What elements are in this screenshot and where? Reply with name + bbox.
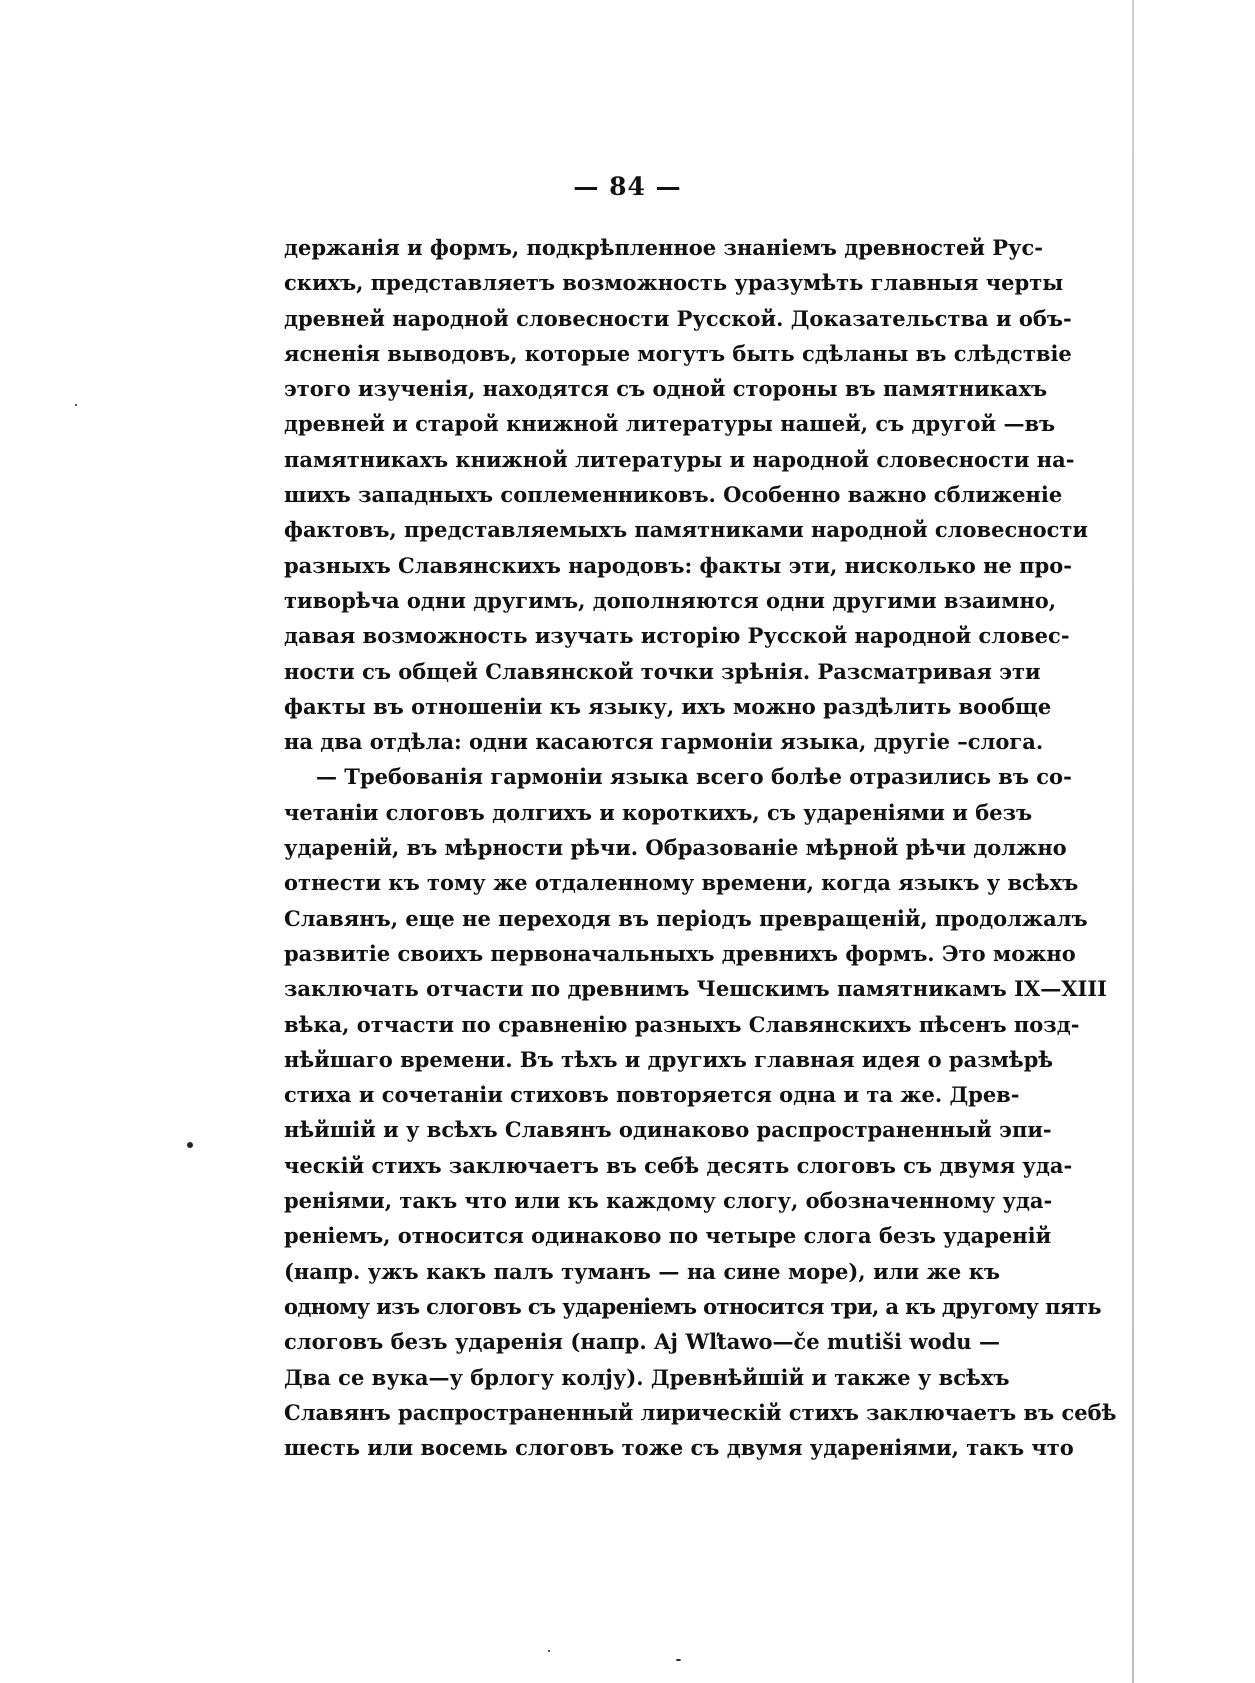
text-line: разныхъ Славянскихъ народовъ: факты эти, нисколько не про- [284,552,1072,578]
text-line: Славянъ распространенный лирическій стихъ заключаетъ въ себѣ [284,1399,1117,1425]
text-line: слоговъ безъ ударенія (напр. Aj Wľtawo—če mutiši wodu — [284,1329,1000,1355]
text-line: заключать отчасти по древнимъ Чешскимъ памятникамъ IX—XIII [284,976,1107,1002]
text-line: этого изученія, находятся съ одной стороны въ памятникахъ [284,376,1048,402]
text-line: тиворѣча одни другимъ, дополняются одни другими взаимно, [284,587,1057,613]
text-line: шихъ западныхъ соплеменниковъ. Особенно важно сближеніе [284,482,1063,508]
text-line: вѣка, отчасти по сравненію разныхъ Славянскихъ пѣсенъ позд- [284,1011,1080,1037]
text-line: шесть или восемь слоговъ тоже съ двумя удареніями, такъ что [284,1435,1074,1461]
text-line: (напр. ужъ какъ палъ туманъ — на сине море), или же къ [284,1258,1000,1284]
text-line: одному изъ слоговъ съ удареніемъ относится три, а къ другому пять [284,1293,1101,1319]
text-line: скихъ, представляетъ возможность уразумѣть главныя черты [284,270,1064,296]
text-line: давая возможность изучать исторію Русской народной словес- [284,623,1070,649]
text-line: ческій стихъ заключаетъ въ себѣ десять слоговъ съ двумя уда- [284,1152,1073,1178]
ink-speck [187,1142,193,1148]
text-line: нѣйшаго времени. Въ тѣхъ и другихъ главная идея о размѣрѣ [284,1046,1054,1072]
text-line: держанія и формъ, подкрѣпленное знаніемъ древностей Рус- [284,235,1044,260]
text-line: ясненія выводовъ, которые могутъ быть сдѣланы въ слѣдствіе [284,340,1072,366]
ink-speck [75,404,77,406]
text-line: развитіе своихъ первоначальныхъ древнихъ формъ. Это можно [284,940,1076,966]
text-line: Славянъ, еще не переходя въ періодъ превращеній, продолжалъ [284,905,1088,931]
text-line: древней и старой книжной литературы нашей, съ другой —въ [284,411,1056,437]
text-line: фактовъ, представляемыхъ памятниками народной словесности [284,517,1088,543]
text-line: отнести къ тому же отдаленному времени, когда языкъ у всѣхъ [284,870,1079,896]
text-line: факты въ отношеніи къ языку, ихъ можно раздѣлить вообще [284,693,1052,719]
text-line: реніемъ, относится одинаково по четыре слога безъ удареній [284,1223,1052,1249]
body-text [284,230,1117,1465]
text-line: удареній, въ мѣрности рѣчи. Образованіе мѣрной рѣчи должно [284,835,1067,861]
text-line: нѣйшій и у всѣхъ Славянъ одинаково распространенный эпи- [284,1117,1052,1143]
text-line: на два отдѣла: одни касаются гармоніи языка, другіе –слога. [284,729,1044,755]
text-line: четаніи слоговъ долгихъ и короткихъ, съ удареніями и безъ [284,799,1033,825]
text-line: — Требованія гармоніи языка всего болѣе отразились въ со- [316,764,1072,790]
text-line: ности съ общей Славянской точки зрѣнія. Разсматривая эти [284,658,1041,684]
page-number: — 84 — [573,172,682,201]
text-line: реніями, такъ что или къ каждому слогу, обозначенному уда- [284,1188,1053,1214]
text-line: древней народной словесности Русской. Доказательства и объ- [284,305,1072,331]
page-edge [1132,0,1134,1683]
ink-speck [676,1659,681,1661]
text-line: памятникахъ книжной литературы и народной словесности на- [284,446,1075,472]
text-line: Два се вука—у брлогу колју). Древнѣйшій и также у всѣхъ [284,1364,1010,1390]
ink-speck [548,1650,550,1652]
text-line: стиха и сочетаніи стиховъ повторяется одна и та же. Древ- [284,1082,1020,1108]
